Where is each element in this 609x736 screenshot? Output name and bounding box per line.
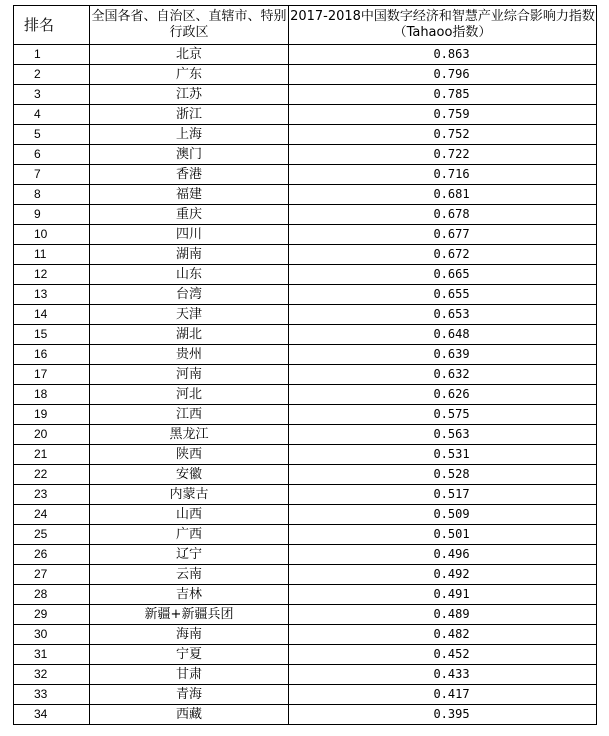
rank-cell: 8 — [14, 185, 90, 205]
region-cell: 陕西 — [90, 445, 289, 465]
region-cell: 宁夏 — [90, 645, 289, 665]
rank-cell: 6 — [14, 145, 90, 165]
region-cell: 山东 — [90, 265, 289, 285]
table-row — [14, 525, 597, 545]
header-rank: 排名 — [14, 6, 90, 45]
index-cell: 0.433 — [289, 665, 597, 685]
rank-cell: 15 — [14, 325, 90, 345]
region-cell: 重庆 — [90, 205, 289, 225]
region-cell: 新疆+新疆兵团 — [90, 605, 289, 625]
table-row — [14, 105, 597, 125]
table-row — [14, 545, 597, 565]
region-cell: 西藏 — [90, 705, 289, 725]
table-row — [14, 625, 597, 645]
table-row — [14, 185, 597, 205]
region-cell: 安徽 — [90, 465, 289, 485]
region-cell: 澳门 — [90, 145, 289, 165]
header-region: 全国各省、自治区、直辖市、特别行政区 — [90, 6, 289, 45]
index-cell: 0.575 — [289, 405, 597, 425]
region-cell: 香港 — [90, 165, 289, 185]
region-cell: 天津 — [90, 305, 289, 325]
region-cell: 江苏 — [90, 85, 289, 105]
table-row — [14, 465, 597, 485]
region-cell: 湖南 — [90, 245, 289, 265]
table-row — [14, 145, 597, 165]
region-cell: 福建 — [90, 185, 289, 205]
rank-cell: 29 — [14, 605, 90, 625]
rank-cell: 32 — [14, 665, 90, 685]
table-row — [14, 305, 597, 325]
rank-cell: 31 — [14, 645, 90, 665]
table-row — [14, 665, 597, 685]
table-row — [14, 85, 597, 105]
rank-cell: 1 — [14, 45, 90, 65]
index-cell: 0.531 — [289, 445, 597, 465]
region-cell: 云南 — [90, 565, 289, 585]
table-row — [14, 365, 597, 385]
region-cell: 内蒙古 — [90, 485, 289, 505]
rank-cell: 2 — [14, 65, 90, 85]
region-cell: 广西 — [90, 525, 289, 545]
table-row — [14, 605, 597, 625]
table-body — [14, 45, 597, 725]
region-cell: 北京 — [90, 45, 289, 65]
region-cell: 海南 — [90, 625, 289, 645]
rank-cell: 26 — [14, 545, 90, 565]
region-cell: 甘肃 — [90, 665, 289, 685]
rank-cell: 21 — [14, 445, 90, 465]
rank-cell: 22 — [14, 465, 90, 485]
rank-cell: 5 — [14, 125, 90, 145]
table-row — [14, 505, 597, 525]
table-row — [14, 285, 597, 305]
region-cell: 河南 — [90, 365, 289, 385]
rank-cell: 4 — [14, 105, 90, 125]
rank-cell: 19 — [14, 405, 90, 425]
rank-cell: 14 — [14, 305, 90, 325]
rank-cell: 28 — [14, 585, 90, 605]
index-cell: 0.639 — [289, 345, 597, 365]
rank-cell: 12 — [14, 265, 90, 285]
index-cell: 0.785 — [289, 85, 597, 105]
region-cell: 山西 — [90, 505, 289, 525]
index-cell: 0.653 — [289, 305, 597, 325]
table-row — [14, 165, 597, 185]
index-cell: 0.452 — [289, 645, 597, 665]
region-cell: 上海 — [90, 125, 289, 145]
table-row — [14, 65, 597, 85]
rank-cell: 34 — [14, 705, 90, 725]
index-cell: 0.681 — [289, 185, 597, 205]
table-row — [14, 345, 597, 365]
table-row — [14, 325, 597, 345]
rank-cell: 7 — [14, 165, 90, 185]
index-cell: 0.626 — [289, 385, 597, 405]
region-cell: 广东 — [90, 65, 289, 85]
index-cell: 0.482 — [289, 625, 597, 645]
index-cell: 0.796 — [289, 65, 597, 85]
rank-cell: 3 — [14, 85, 90, 105]
table-row — [14, 645, 597, 665]
index-cell: 0.632 — [289, 365, 597, 385]
rank-cell: 30 — [14, 625, 90, 645]
table-row — [14, 565, 597, 585]
region-cell: 浙江 — [90, 105, 289, 125]
index-cell: 0.759 — [289, 105, 597, 125]
region-cell: 河北 — [90, 385, 289, 405]
index-cell: 0.655 — [289, 285, 597, 305]
index-cell: 0.752 — [289, 125, 597, 145]
table-row — [14, 705, 597, 725]
region-cell: 青海 — [90, 685, 289, 705]
rank-cell: 16 — [14, 345, 90, 365]
index-cell: 0.496 — [289, 545, 597, 565]
rank-cell: 20 — [14, 425, 90, 445]
rank-cell: 13 — [14, 285, 90, 305]
table-row — [14, 425, 597, 445]
region-cell: 四川 — [90, 225, 289, 245]
index-cell: 0.672 — [289, 245, 597, 265]
region-cell: 吉林 — [90, 585, 289, 605]
index-cell: 0.501 — [289, 525, 597, 545]
ranking-table — [13, 5, 597, 725]
index-cell: 0.491 — [289, 585, 597, 605]
index-cell: 0.417 — [289, 685, 597, 705]
table-row — [14, 125, 597, 145]
table-row — [14, 205, 597, 225]
table-row — [14, 445, 597, 465]
rank-cell: 11 — [14, 245, 90, 265]
table-row — [14, 245, 597, 265]
index-cell: 0.509 — [289, 505, 597, 525]
rank-cell: 9 — [14, 205, 90, 225]
index-cell: 0.716 — [289, 165, 597, 185]
table-row — [14, 585, 597, 605]
rank-cell: 25 — [14, 525, 90, 545]
table-row — [14, 405, 597, 425]
index-cell: 0.563 — [289, 425, 597, 445]
table-header-row — [14, 6, 597, 45]
index-cell: 0.722 — [289, 145, 597, 165]
header-index: 2017-2018中国数字经济和智慧产业综合影响力指数（Tahaoo指数） — [289, 6, 597, 45]
index-cell: 0.489 — [289, 605, 597, 625]
index-cell: 0.648 — [289, 325, 597, 345]
rank-cell: 18 — [14, 385, 90, 405]
region-cell: 江西 — [90, 405, 289, 425]
region-cell: 湖北 — [90, 325, 289, 345]
index-cell: 0.395 — [289, 705, 597, 725]
index-cell: 0.863 — [289, 45, 597, 65]
rank-cell: 24 — [14, 505, 90, 525]
index-cell: 0.677 — [289, 225, 597, 245]
index-cell: 0.492 — [289, 565, 597, 585]
rank-cell: 23 — [14, 485, 90, 505]
table-row — [14, 225, 597, 245]
rank-cell: 33 — [14, 685, 90, 705]
region-cell: 台湾 — [90, 285, 289, 305]
table-row — [14, 385, 597, 405]
table-row — [14, 45, 597, 65]
region-cell: 辽宁 — [90, 545, 289, 565]
rank-cell: 27 — [14, 565, 90, 585]
index-cell: 0.528 — [289, 465, 597, 485]
rank-cell: 10 — [14, 225, 90, 245]
index-cell: 0.517 — [289, 485, 597, 505]
table-row — [14, 265, 597, 285]
table-row — [14, 485, 597, 505]
index-cell: 0.678 — [289, 205, 597, 225]
region-cell: 黑龙江 — [90, 425, 289, 445]
table-row — [14, 685, 597, 705]
rank-cell: 17 — [14, 365, 90, 385]
index-cell: 0.665 — [289, 265, 597, 285]
region-cell: 贵州 — [90, 345, 289, 365]
